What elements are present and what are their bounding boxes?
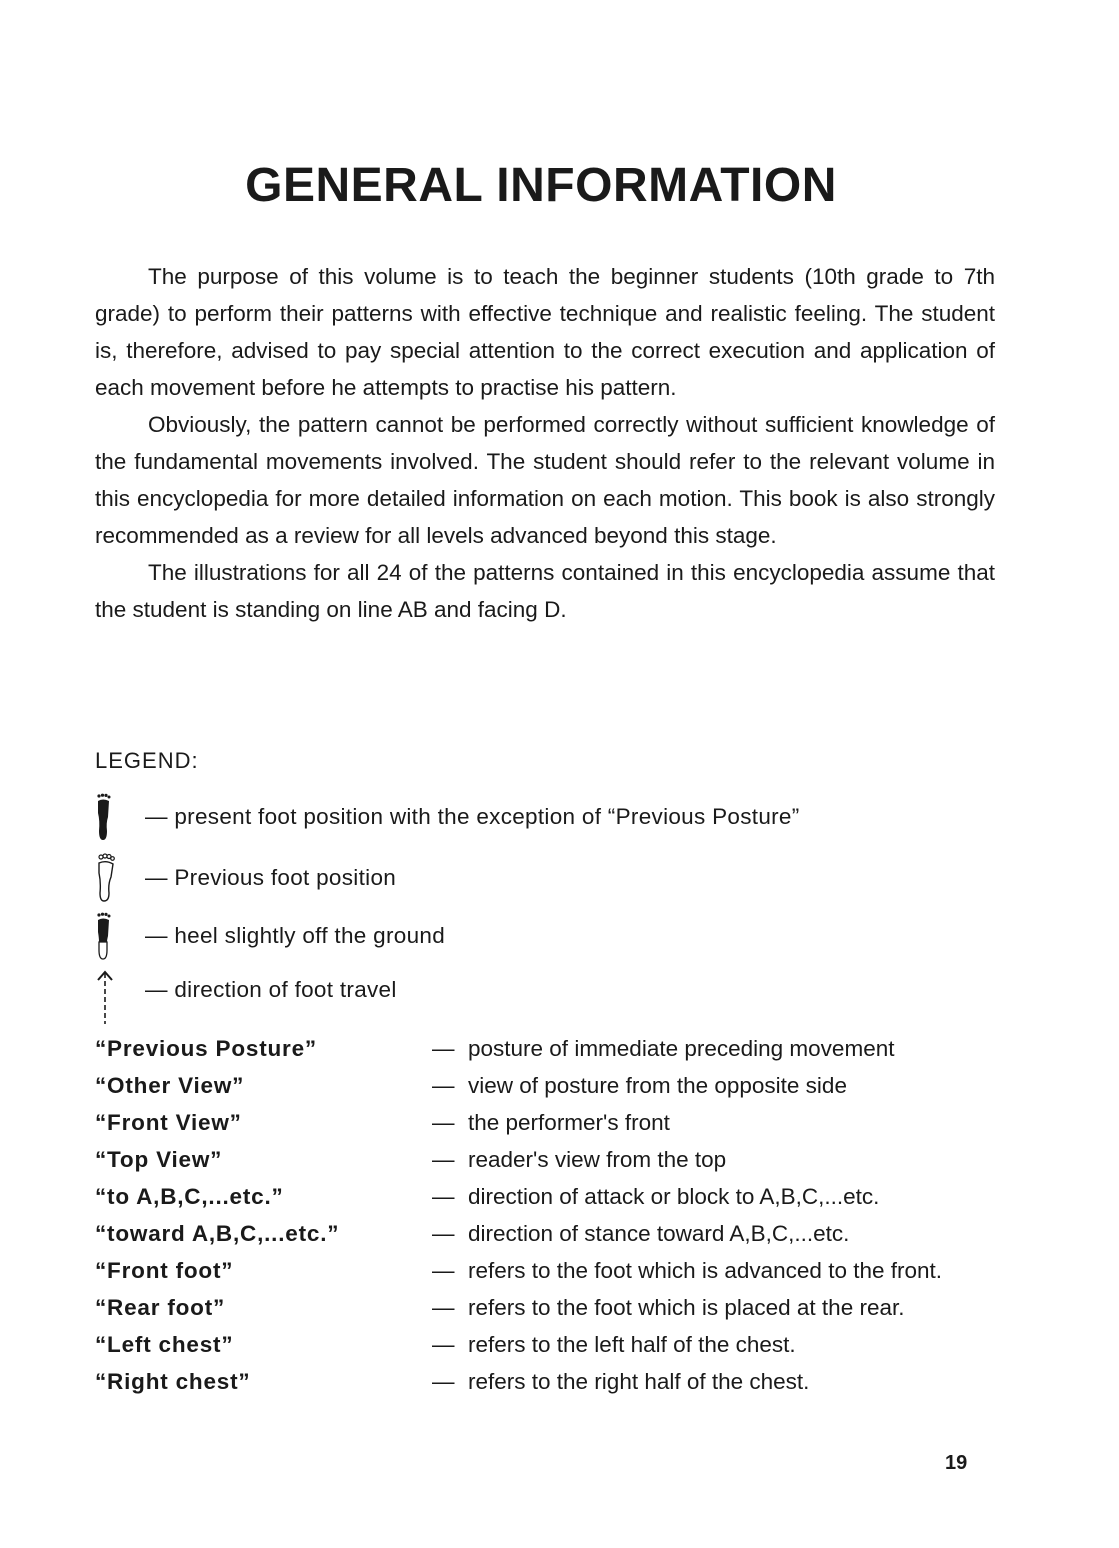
definition-term: “Left chest” xyxy=(95,1332,234,1357)
definition-desc: the performer's front xyxy=(468,1110,670,1135)
definition-row xyxy=(95,1178,1000,1215)
definition-dash: — xyxy=(432,1147,455,1172)
paragraph: The illustrations for all 24 of the patterns contained in this encyclopedia assume that the student is standing on line AB and facing D. xyxy=(95,560,995,622)
definition-desc: reader's view from the top xyxy=(468,1147,727,1172)
definition-term: “Other View” xyxy=(95,1073,245,1098)
definition-dash: — xyxy=(432,1295,455,1320)
legend-item-present-foot xyxy=(95,797,800,837)
definition-desc: direction of attack or block to A,B,C,...etc. xyxy=(468,1184,880,1209)
definition-desc: refers to the right half of the chest. xyxy=(468,1369,810,1394)
definition-term: “Rear foot” xyxy=(95,1295,226,1320)
definition-desc: refers to the foot which is placed at the rear. xyxy=(468,1295,905,1320)
definition-desc: refers to the left half of the chest. xyxy=(468,1332,796,1357)
definition-row xyxy=(95,1215,1000,1252)
legend-label: LEGEND: xyxy=(95,748,199,773)
definition-term: “Front View” xyxy=(95,1110,242,1135)
definition-desc: direction of stance toward A,B,C,...etc. xyxy=(468,1221,850,1246)
definition-dash: — xyxy=(432,1332,455,1357)
definitions-list xyxy=(95,1030,1000,1400)
definition-term: “Front foot” xyxy=(95,1258,234,1283)
definition-dash: — xyxy=(432,1369,455,1394)
definition-row xyxy=(95,1067,1000,1104)
legend-item-direction xyxy=(95,970,397,1010)
definition-dash: — xyxy=(432,1036,455,1061)
legend-item-heel-raised xyxy=(95,916,445,956)
definition-row xyxy=(95,1252,1000,1289)
definition-row xyxy=(95,1104,1000,1141)
definition-row xyxy=(95,1030,1000,1067)
definition-term: “Right chest” xyxy=(95,1369,251,1394)
definition-dash: — xyxy=(432,1184,455,1209)
page-number: 19 xyxy=(945,1452,968,1474)
arrow-up-icon xyxy=(95,962,145,1018)
definition-dash: — xyxy=(432,1110,455,1135)
definition-row xyxy=(95,1141,1000,1178)
definition-term: “toward A,B,C,...etc.” xyxy=(95,1221,340,1246)
page-title: GENERAL INFORMATION xyxy=(245,159,837,212)
paragraph: The purpose of this volume is to teach the beginner students (10th grade to 7th grade) to perform their patterns with effective technique and realistic feeling. The student is, therefore, advised to pay special attention to the correct execution and application of each movement before he attempts to practise his pattern. xyxy=(95,264,995,400)
definition-row xyxy=(95,1289,1000,1326)
solid-foot-icon xyxy=(95,789,145,845)
legend-item-previous-foot xyxy=(95,858,396,898)
legend-text: — heel slightly off the ground xyxy=(145,923,446,948)
paragraph: Obviously, the pattern cannot be performed correctly without sufficient knowledge of the fundamental movements involved. The student should refer to the relevant volume in this encyclopedia for more detailed information on each motion. This book is also strongly recommended as a review for all levels advanced beyond this stage. xyxy=(95,412,995,548)
definition-dash: — xyxy=(432,1073,455,1098)
legend-text: — present foot position with the exception of “Previous Posture” xyxy=(145,804,800,829)
definition-desc: refers to the foot which is advanced to the front. xyxy=(468,1258,943,1283)
definition-term: “to A,B,C,...etc.” xyxy=(95,1184,284,1209)
definition-desc: view of posture from the opposite side xyxy=(468,1073,847,1098)
definition-term: “Previous Posture” xyxy=(95,1036,317,1061)
legend-text: — Previous foot position xyxy=(145,865,397,890)
definition-desc: posture of immediate preceding movement xyxy=(468,1036,895,1061)
definition-dash: — xyxy=(432,1258,455,1283)
definition-dash: — xyxy=(432,1221,455,1246)
outline-foot-icon xyxy=(95,850,145,906)
definition-row xyxy=(95,1363,1000,1400)
heel-raised-foot-icon xyxy=(95,908,145,964)
intro-text xyxy=(95,258,995,628)
definition-row xyxy=(95,1326,1000,1363)
definition-term: “Top View” xyxy=(95,1147,223,1172)
legend-text: — direction of foot travel xyxy=(145,977,397,1002)
